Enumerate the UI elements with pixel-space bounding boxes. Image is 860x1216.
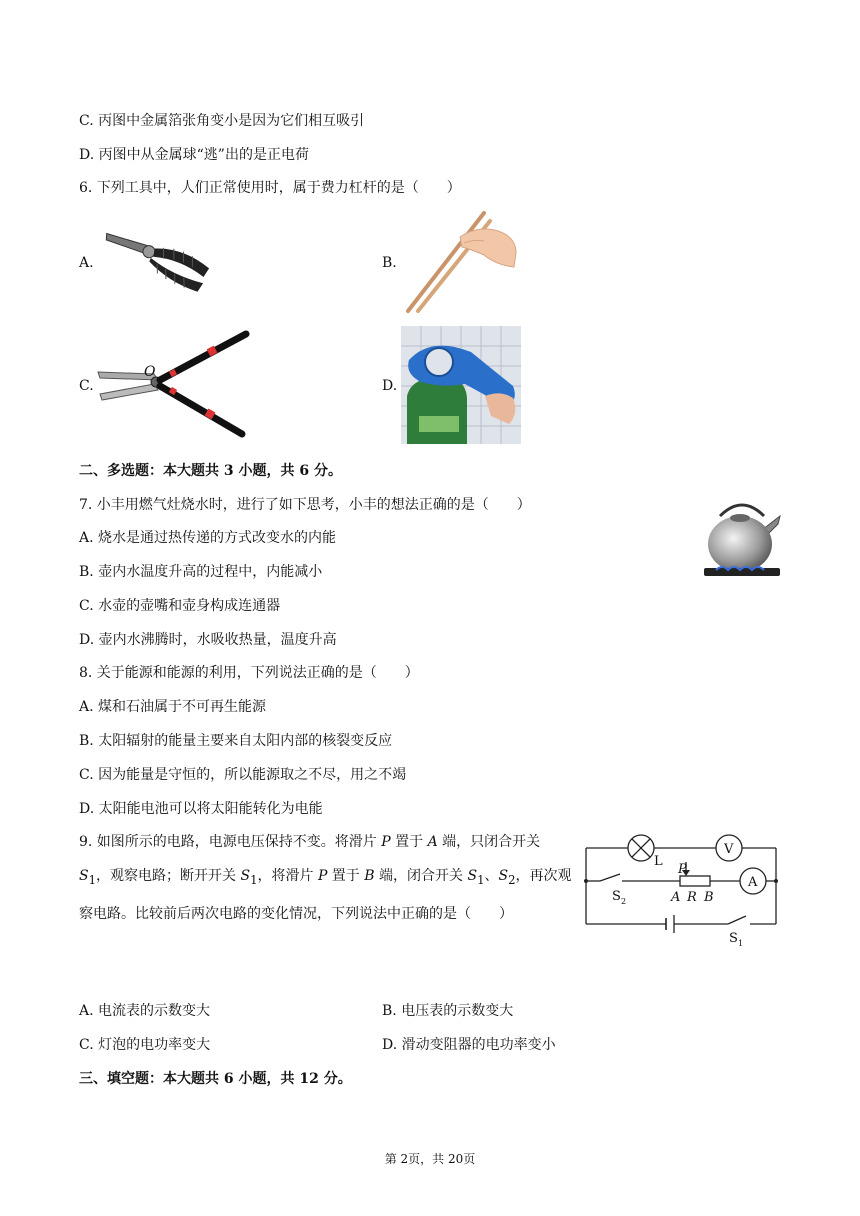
switch-s1-label: S [729,931,738,946]
q8-stem: 8. 关于能源和能源的利用，下列说法正确的是（ ） [79,665,419,681]
q9-stem-line-3: 察电路。比较前后两次电路的变化情况，下列说法中正确的是（ ） [79,905,513,922]
bottle-opener-image [401,326,521,444]
q7-option-a: A. 烧水是通过热传递的方式改变水的内能 [79,530,337,546]
q9-stem-line-1: 9. 如图所示的电路，电源电压保持不变。将滑片 P 置于 A 端，只闭合开关 [79,834,541,850]
q5-option-c: C. 丙图中金属箔张角变小是因为它们相互吸引 [79,113,365,129]
lamp-label: L [654,854,663,869]
switch-s2-label: S [612,889,621,904]
resistor-end-b-label: B [704,890,714,905]
slider-label: P [678,862,687,877]
circuit-diagram [582,828,782,950]
q9-option-b: B. 电压表的示数变大 [382,1003,514,1019]
q9-option-c: C. 灯泡的电功率变大 [79,1037,211,1053]
q9-stem [79,825,579,931]
ammeter-label: A [748,875,758,890]
switch-s2-subscript: 2 [621,897,627,906]
q8-option-a: A. 煤和石油属于不可再生能源 [79,699,267,715]
q5-option-d: D. 丙图中从金属球“逃”出的是正电荷 [79,147,309,163]
q7-option-b: B. 壶内水温度升高的过程中，内能减小 [79,564,323,580]
pliers-image [96,228,216,294]
q6-label-b: B. [382,255,397,271]
resistor-end-a-label: A [671,890,681,905]
page-footer: 第 2页，共 20页 [384,1152,476,1166]
q9-option-d: D. 滑动变阻器的电功率变小 [382,1037,556,1053]
q7-stem: 7. 小丰用燃气灶烧水时，进行了如下思考，小丰的想法正确的是（ ） [79,497,531,513]
switch-s1-subscript: 1 [738,939,744,948]
kettle-image [700,494,784,584]
q8-option-c: C. 因为能量是守恒的，所以能源取之不尽，用之不竭 [79,767,407,783]
resistor-label: R [687,890,697,905]
section-3-heading: 三、填空题：本大题共 6 小题，共 12 分。 [79,1071,352,1087]
q7-option-d: D. 壶内水沸腾时，水吸收热量，温度升高 [79,632,337,648]
q8-option-b: B. 太阳辐射的能量主要来自太阳内部的核裂变反应 [79,733,393,749]
q9-stem-line-2: $S_1$，观察电路；断开开关 $S_1$，将滑片 P 置于 B 端，闭合开关 $S_1$、$S_2$，再次观 [79,868,572,887]
voltmeter-label: V [724,842,734,857]
q6-stem: 6. 下列工具中，人们正常使用时，属于费力杠杆的是（ ） [79,180,461,196]
q6-label-d: D. [382,378,398,394]
q8-option-d: D. 太阳能电池可以将太阳能转化为电能 [79,801,323,817]
svg-text:O: O [144,364,156,380]
q6-label-a: A. [79,255,94,271]
hedge-shears-image [96,330,252,440]
chopsticks-image [400,207,518,315]
q6-label-c: C. [79,378,94,394]
q9-option-a: A. 电流表的示数变大 [79,1003,211,1019]
q7-option-c: C. 水壶的壶嘴和壶身构成连通器 [79,598,281,614]
section-2-heading: 二、多选题：本大题共 3 小题，共 6 分。 [79,463,342,479]
